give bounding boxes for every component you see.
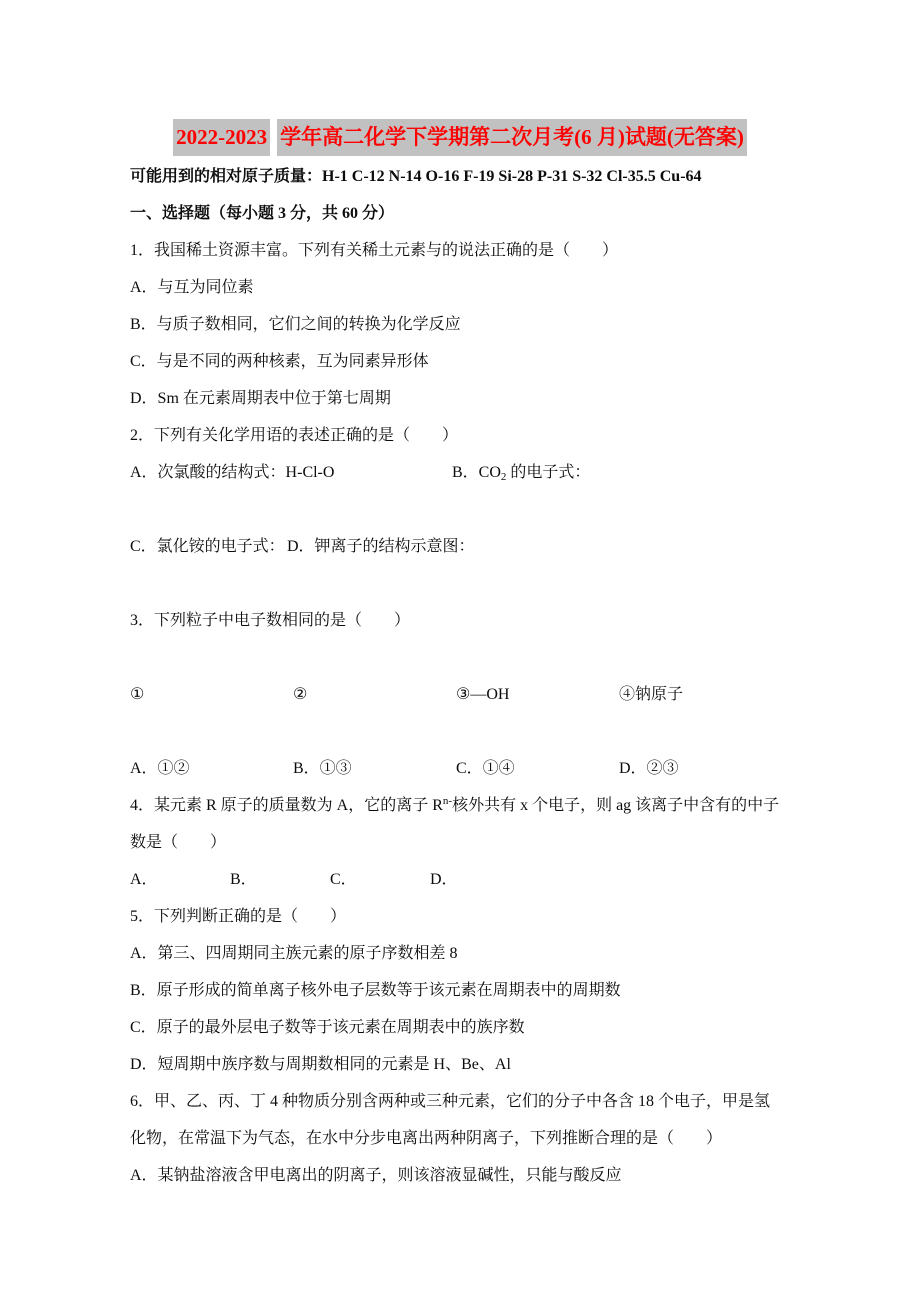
q3-items-row [130, 676, 790, 713]
q1-option-c: C．与是不同的两种核素，互为同素异形体 [130, 353, 429, 370]
q3-item-3: ③—OH [456, 686, 510, 703]
q6-stem-line2: 化物，在常温下为气态，在水中分步电离出两种阴离子，下列推断合理的是（ ） [130, 1130, 723, 1147]
document-title-text: 学年高二化学下学期第二次月考(6 月)试题(无答案) [277, 119, 747, 156]
blank-line [130, 639, 790, 676]
atomic-mass-line: 可能用到的相对原子质量：H-1 C-12 N-14 O-16 F-19 Si-28 P-31 S-32 Cl-35.5 Cu-64 [130, 168, 702, 185]
q4-option-c: C． [330, 871, 357, 888]
q5-option-d: D．短周期中族序数与周期数相同的元素是 H、Be、Al [130, 1056, 511, 1073]
blank-line [130, 713, 790, 750]
q3-options-row [130, 750, 790, 787]
q5-option-b: B．原子形成的简单离子核外电子层数等于该元素在周期表中的周期数 [130, 982, 621, 999]
q4-stem-line1 [130, 787, 790, 824]
co2-subscript: 2 [500, 471, 507, 483]
q1-stem: 1．我国稀土资源丰富。下列有关稀土元素与的说法正确的是（ ） [130, 242, 619, 259]
q5-option-a: A．第三、四周期同主族元素的原子序数相差 8 [130, 945, 458, 962]
q2-options-row-cd [130, 528, 790, 565]
q3-option-d: D．②③ [619, 760, 679, 777]
document-body [0, 158, 920, 1194]
q1-option-a: A．与互为同位素 [130, 279, 254, 296]
q3-option-b: B．①③ [293, 760, 352, 777]
q2-stem: 2．下列有关化学用语的表述正确的是（ ） [130, 427, 459, 444]
q2-option-b-pre: B．CO [452, 464, 501, 481]
q1-option-b: B．与质子数相同，它们之间的转换为化学反应 [130, 316, 461, 333]
q4-option-b: B． [230, 871, 257, 888]
q6-option-a: A．某钠盐溶液含甲电离出的阴离子，则该溶液显碱性，只能与酸反应 [130, 1167, 622, 1184]
q3-stem: 3．下列粒子中电子数相同的是（ ） [130, 612, 411, 629]
q3-option-c: C．①④ [456, 760, 515, 777]
q2-option-b-post: 的电子式： [506, 464, 591, 481]
q5-option-c: C．原子的最外层电子数等于该元素在周期表中的族序数 [130, 1019, 525, 1036]
blank-line [130, 565, 790, 602]
section-heading: 一、选择题（每小题 3 分，共 60 分） [130, 205, 395, 222]
ion-charge-superscript: n- [442, 795, 453, 807]
document-title [0, 116, 920, 158]
q1-option-d: D．Sm 在元素周期表中位于第七周期 [130, 390, 391, 407]
q3-option-a: A．①② [130, 760, 190, 777]
q4-stem-pre: 4．某元素 R 原子的质量数为 A，它的离子 R [130, 797, 443, 814]
q4-stem-post: 核外共有 x 个电子，则 ag 该离子中含有的中子 [452, 797, 780, 814]
q4-option-a: A． [130, 871, 158, 888]
q3-item-2: ② [293, 686, 308, 703]
q2-option-c: C．氯化铵的电子式： [130, 538, 285, 555]
q2-options-row-ab [130, 454, 790, 491]
q3-item-4: ④钠原子 [619, 686, 684, 703]
q2-option-d: D．钾离子的结构示意图： [287, 538, 475, 555]
blank-line [130, 491, 790, 528]
q2-option-b [452, 454, 590, 491]
q6-stem-line1: 6．甲、乙、丙、丁 4 种物质分别含两种或三种元素，它们的分子中各含 18 个电子，甲是氢 [130, 1093, 771, 1110]
q4-option-d: D． [430, 871, 458, 888]
q2-option-a: A．次氯酸的结构式：H-Cl-O [130, 464, 335, 481]
q4-options-row [130, 861, 790, 898]
document-title-year: 2022-2023 [173, 119, 270, 156]
q3-item-1: ① [130, 686, 145, 703]
q5-stem: 5．下列判断正确的是（ ） [130, 908, 347, 925]
q4-stem-line2: 数是（ ） [130, 834, 227, 851]
